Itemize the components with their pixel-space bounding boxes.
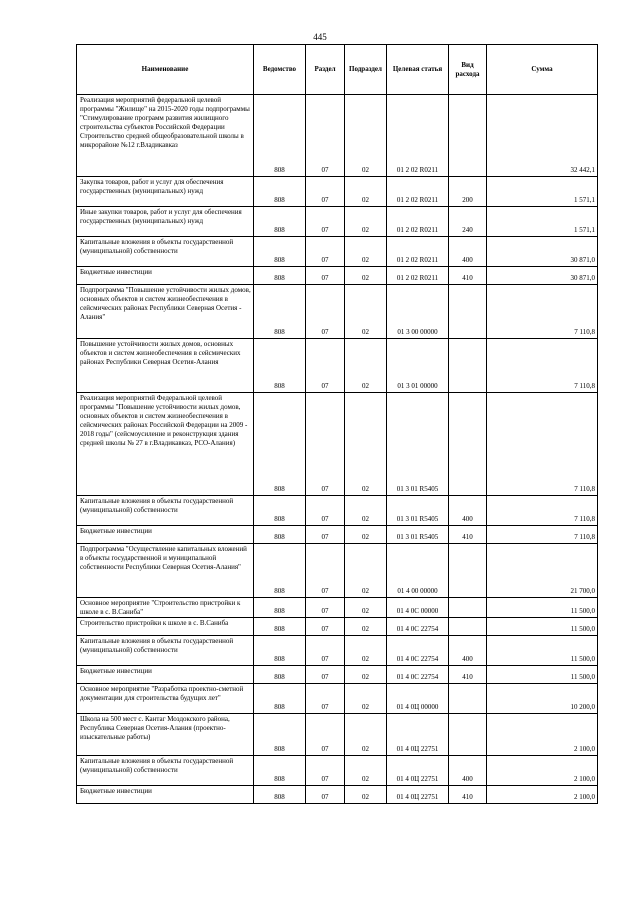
row-target-article: 01 2 02 R0211 bbox=[387, 207, 449, 237]
row-name: Закупка товаров, работ и услуг для обеспечения государственных (муниципальных) нужд bbox=[77, 177, 254, 207]
row-razdel: 07 bbox=[306, 786, 345, 804]
row-razdel: 07 bbox=[306, 544, 345, 598]
row-expense-type bbox=[449, 684, 487, 714]
table-row bbox=[77, 756, 598, 786]
row-razdel: 07 bbox=[306, 95, 345, 177]
row-sum: 30 871,0 bbox=[487, 267, 598, 285]
row-razdel: 07 bbox=[306, 393, 345, 496]
row-podrazdel: 02 bbox=[345, 267, 387, 285]
row-name: Капитальные вложения в объекты государственной (муниципальной) собственности bbox=[77, 496, 254, 526]
table-row bbox=[77, 339, 598, 393]
row-razdel: 07 bbox=[306, 207, 345, 237]
row-expense-type: 410 bbox=[449, 786, 487, 804]
row-name: Иные закупки товаров, работ и услуг для обеспечения государственных (муниципальных) нужд bbox=[77, 207, 254, 237]
row-target-article: 01 4 00 00000 bbox=[387, 544, 449, 598]
row-podrazdel: 02 bbox=[345, 756, 387, 786]
row-razdel: 07 bbox=[306, 598, 345, 618]
header-target-article: Целевая статья bbox=[387, 45, 449, 95]
row-target-article: 01 3 00 00000 bbox=[387, 285, 449, 339]
row-vedomstvo: 808 bbox=[254, 636, 306, 666]
table-row bbox=[77, 207, 598, 237]
row-expense-type bbox=[449, 618, 487, 636]
row-sum: 21 700,0 bbox=[487, 544, 598, 598]
row-vedomstvo: 808 bbox=[254, 339, 306, 393]
row-name: Подпрограмма "Осуществление капитальных вложений в объекты государственной и муниципальной собственности Республики Северная Осетия-Алания" bbox=[77, 544, 254, 598]
row-razdel: 07 bbox=[306, 618, 345, 636]
table-row bbox=[77, 95, 598, 177]
row-name: Реализация мероприятий федеральной целевой программы "Жилище" на 2015-2020 годы подпрограммы "Стимулирование программ развития жилищного строительства субъектов Российской Федерации Строительство средней общеобразовательной школы в микрорайоне №12 г.Владикавказ bbox=[77, 95, 254, 177]
row-razdel: 07 bbox=[306, 526, 345, 544]
row-vedomstvo: 808 bbox=[254, 618, 306, 636]
table-header-row bbox=[77, 45, 598, 95]
row-vedomstvo: 808 bbox=[254, 714, 306, 756]
header-sum: Сумма bbox=[487, 45, 598, 95]
table-row bbox=[77, 598, 598, 618]
row-expense-type: 410 bbox=[449, 526, 487, 544]
row-sum: 2 100,0 bbox=[487, 714, 598, 756]
row-vedomstvo: 808 bbox=[254, 177, 306, 207]
row-podrazdel: 02 bbox=[345, 636, 387, 666]
row-expense-type: 410 bbox=[449, 666, 487, 684]
row-vedomstvo: 808 bbox=[254, 207, 306, 237]
row-podrazdel: 02 bbox=[345, 339, 387, 393]
row-expense-type: 410 bbox=[449, 267, 487, 285]
table-row bbox=[77, 177, 598, 207]
row-podrazdel: 02 bbox=[345, 684, 387, 714]
row-podrazdel: 02 bbox=[345, 496, 387, 526]
header-name: Наименование bbox=[77, 45, 254, 95]
table-row bbox=[77, 526, 598, 544]
row-expense-type bbox=[449, 544, 487, 598]
row-name: Повышение устойчивости жилых домов, основных объектов и систем жизнеобеспечения в сейсмических районах Республики Северная Осетия-Алания bbox=[77, 339, 254, 393]
row-name: Строительство пристройки к школе в с. В.Саниба bbox=[77, 618, 254, 636]
row-name: Основное мероприятие "Строительство пристройки к школе в с. В.Саниба" bbox=[77, 598, 254, 618]
row-target-article: 01 3 01 00000 bbox=[387, 339, 449, 393]
table-row bbox=[77, 267, 598, 285]
row-razdel: 07 bbox=[306, 237, 345, 267]
row-razdel: 07 bbox=[306, 756, 345, 786]
row-podrazdel: 02 bbox=[345, 666, 387, 684]
row-target-article: 01 3 01 R5405 bbox=[387, 526, 449, 544]
row-podrazdel: 02 bbox=[345, 714, 387, 756]
row-name: Подпрограмма "Повышение устойчивости жилых домов, основных объектов и систем жизнеобеспечения в сейсмических районах Республики Северная Осетия - Алания" bbox=[77, 285, 254, 339]
row-vedomstvo: 808 bbox=[254, 544, 306, 598]
row-target-article: 01 2 02 R0211 bbox=[387, 177, 449, 207]
row-sum: 2 100,0 bbox=[487, 786, 598, 804]
row-podrazdel: 02 bbox=[345, 618, 387, 636]
row-sum: 7 110,8 bbox=[487, 285, 598, 339]
row-name: Капитальные вложения в объекты государственной (муниципальной) собственности bbox=[77, 636, 254, 666]
table-row bbox=[77, 666, 598, 684]
row-razdel: 07 bbox=[306, 285, 345, 339]
row-vedomstvo: 808 bbox=[254, 666, 306, 684]
row-podrazdel: 02 bbox=[345, 598, 387, 618]
row-expense-type bbox=[449, 339, 487, 393]
row-razdel: 07 bbox=[306, 496, 345, 526]
row-sum: 11 500,0 bbox=[487, 636, 598, 666]
page-number: 445 bbox=[313, 32, 327, 42]
row-expense-type: 400 bbox=[449, 636, 487, 666]
row-target-article: 01 4 0С 00000 bbox=[387, 598, 449, 618]
table-row bbox=[77, 496, 598, 526]
header-vedomstvo: Ведомство bbox=[254, 45, 306, 95]
row-expense-type bbox=[449, 598, 487, 618]
row-sum: 11 500,0 bbox=[487, 666, 598, 684]
row-target-article: 01 3 01 R5405 bbox=[387, 393, 449, 496]
row-podrazdel: 02 bbox=[345, 544, 387, 598]
row-sum: 11 500,0 bbox=[487, 598, 598, 618]
row-target-article: 01 2 02 R0211 bbox=[387, 267, 449, 285]
row-razdel: 07 bbox=[306, 684, 345, 714]
row-sum: 10 200,0 bbox=[487, 684, 598, 714]
row-podrazdel: 02 bbox=[345, 237, 387, 267]
row-razdel: 07 bbox=[306, 177, 345, 207]
row-podrazdel: 02 bbox=[345, 393, 387, 496]
row-sum: 7 110,8 bbox=[487, 526, 598, 544]
row-vedomstvo: 808 bbox=[254, 95, 306, 177]
table-row bbox=[77, 786, 598, 804]
row-vedomstvo: 808 bbox=[254, 684, 306, 714]
row-vedomstvo: 808 bbox=[254, 496, 306, 526]
table-row bbox=[77, 684, 598, 714]
row-expense-type bbox=[449, 285, 487, 339]
row-name: Капитальные вложения в объекты государственной (муниципальной) собственности bbox=[77, 237, 254, 267]
budget-table bbox=[76, 44, 598, 804]
row-podrazdel: 02 bbox=[345, 786, 387, 804]
row-vedomstvo: 808 bbox=[254, 267, 306, 285]
row-expense-type bbox=[449, 714, 487, 756]
row-expense-type: 400 bbox=[449, 237, 487, 267]
row-razdel: 07 bbox=[306, 339, 345, 393]
row-sum: 7 110,8 bbox=[487, 496, 598, 526]
row-razdel: 07 bbox=[306, 636, 345, 666]
row-sum: 1 571,1 bbox=[487, 177, 598, 207]
header-podrazdel: Подраздел bbox=[345, 45, 387, 95]
row-target-article: 01 4 0С 22754 bbox=[387, 636, 449, 666]
row-sum: 7 110,8 bbox=[487, 393, 598, 496]
row-name: Реализация мероприятий Федеральной целевой программы "Повышение устойчивости жилых домов, основных объектов и систем жизнеобеспечения в сейсмических районах Российской Федерации на 2009 - 2018 годы" (сейсмоусиление и реконструкция здания средней школы № 27 в г.Владикавказ, РСО-Алания) bbox=[77, 393, 254, 496]
row-podrazdel: 02 bbox=[345, 526, 387, 544]
table-row bbox=[77, 714, 598, 756]
header-expense-type: Вид расхода bbox=[449, 45, 487, 95]
row-name: Бюджетные инвестиции bbox=[77, 267, 254, 285]
row-expense-type: 400 bbox=[449, 496, 487, 526]
row-name: Капитальные вложения в объекты государственной (муниципальной) собственности bbox=[77, 756, 254, 786]
row-vedomstvo: 808 bbox=[254, 756, 306, 786]
table-row bbox=[77, 285, 598, 339]
row-podrazdel: 02 bbox=[345, 207, 387, 237]
row-name: Основное мероприятие "Разработка проектно-сметной документации для строительства будущих лет" bbox=[77, 684, 254, 714]
row-vedomstvo: 808 bbox=[254, 393, 306, 496]
row-expense-type bbox=[449, 95, 487, 177]
row-target-article: 01 2 02 R0211 bbox=[387, 237, 449, 267]
table-row bbox=[77, 544, 598, 598]
row-razdel: 07 bbox=[306, 267, 345, 285]
row-vedomstvo: 808 bbox=[254, 786, 306, 804]
table-row bbox=[77, 393, 598, 496]
table-row bbox=[77, 636, 598, 666]
row-name: Бюджетные инвестиции bbox=[77, 786, 254, 804]
row-expense-type: 400 bbox=[449, 756, 487, 786]
row-sum: 11 500,0 bbox=[487, 618, 598, 636]
row-podrazdel: 02 bbox=[345, 177, 387, 207]
row-target-article: 01 4 0Ц 00000 bbox=[387, 684, 449, 714]
row-podrazdel: 02 bbox=[345, 285, 387, 339]
table-row bbox=[77, 618, 598, 636]
row-target-article: 01 4 0С 22754 bbox=[387, 666, 449, 684]
row-podrazdel: 02 bbox=[345, 95, 387, 177]
row-vedomstvo: 808 bbox=[254, 285, 306, 339]
row-sum: 32 442,1 bbox=[487, 95, 598, 177]
row-sum: 1 571,1 bbox=[487, 207, 598, 237]
header-razdel: Раздел bbox=[306, 45, 345, 95]
row-name: Школа на 500 мест с. Кантаг Моздокского района, Республика Северная Осетия-Алания (проектно-изыскательные работы) bbox=[77, 714, 254, 756]
table-row bbox=[77, 237, 598, 267]
row-target-article: 01 4 0С 22754 bbox=[387, 618, 449, 636]
row-sum: 2 100,0 bbox=[487, 756, 598, 786]
row-target-article: 01 2 02 R0211 bbox=[387, 95, 449, 177]
row-razdel: 07 bbox=[306, 666, 345, 684]
row-name: Бюджетные инвестиции bbox=[77, 666, 254, 684]
table-body bbox=[77, 95, 598, 804]
row-expense-type: 240 bbox=[449, 207, 487, 237]
row-expense-type bbox=[449, 393, 487, 496]
row-sum: 30 871,0 bbox=[487, 237, 598, 267]
row-sum: 7 110,8 bbox=[487, 339, 598, 393]
row-target-article: 01 3 01 R5405 bbox=[387, 496, 449, 526]
row-expense-type: 200 bbox=[449, 177, 487, 207]
row-target-article: 01 4 0Ц 22751 bbox=[387, 786, 449, 804]
row-target-article: 01 4 0Ц 22751 bbox=[387, 714, 449, 756]
row-razdel: 07 bbox=[306, 714, 345, 756]
row-vedomstvo: 808 bbox=[254, 598, 306, 618]
row-vedomstvo: 808 bbox=[254, 526, 306, 544]
row-target-article: 01 4 0Ц 22751 bbox=[387, 756, 449, 786]
row-vedomstvo: 808 bbox=[254, 237, 306, 267]
row-name: Бюджетные инвестиции bbox=[77, 526, 254, 544]
